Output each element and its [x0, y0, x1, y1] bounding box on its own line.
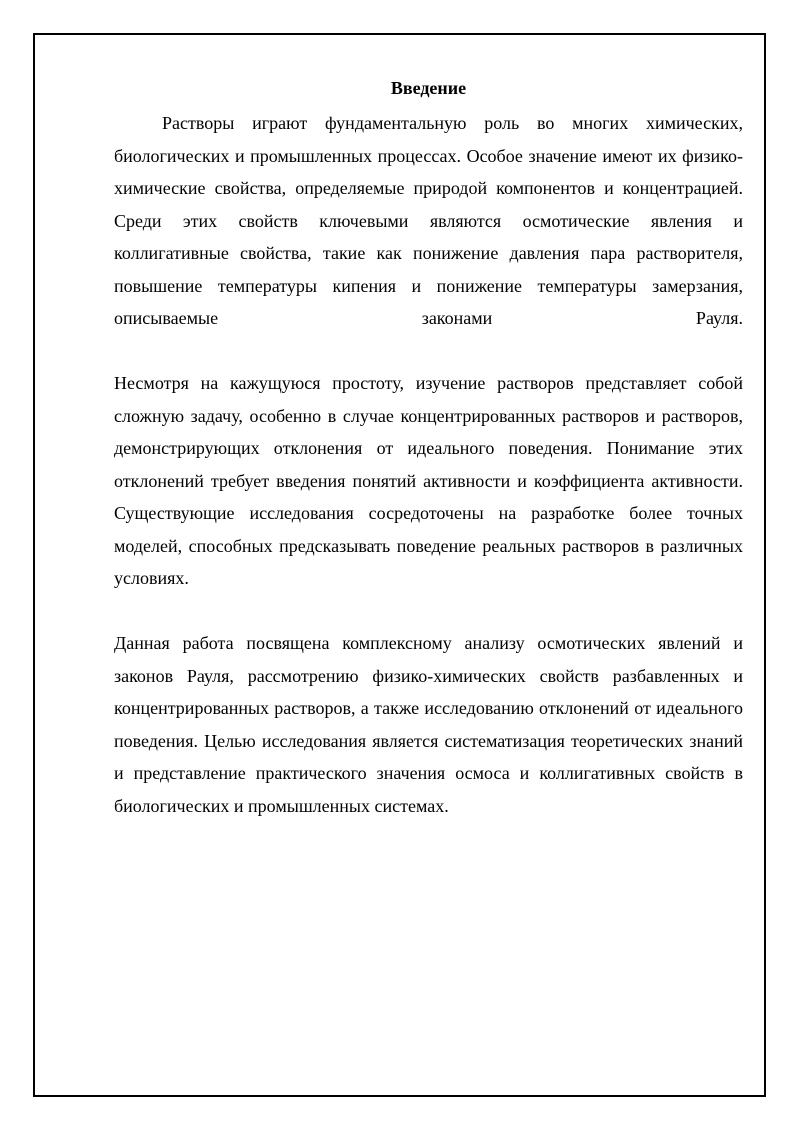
paragraph-3: Данная работа посвящена комплексному анализу осмотических явлений и законов Рауля, рассмотрению физико-химических свойств разбавленных и концентрированных растворов, а также исследованию отклонений от идеального поведения. Целью исследования является систематизация теоретических знаний и представление практического значения осмоса и коллигативных свойств в биологических и промышленных системах. [114, 633, 743, 816]
section-heading: Введение [390, 78, 467, 98]
document-body [114, 75, 743, 822]
paragraph-2: Несмотря на кажущуюся простоту, изучение растворов представляет собой сложную задачу, особенно в случае концентрированных растворов и растворов, демонстрирующих отклонения от идеального поведения. Понимание этих отклонений требует введения понятий активности и коэффициента активности. Существующие исследования сосредоточены на разработке более точных моделей, способных предсказывать поведение реальных растворов в различных условиях. [114, 373, 743, 588]
paragraph-1: Растворы играют фундаментальную роль во многих химических, биологических и промышленных процессах. Особое значение имеют их физико-химические свойства, определяемые природой компонентов и концентрацией. Среди этих свойств ключевыми являются осмотические явления и коллигативные свойства, такие как понижение давления пара растворителя, повышение температуры кипения и понижение температуры замерзания, описываемые законами Рауля. [114, 113, 743, 328]
